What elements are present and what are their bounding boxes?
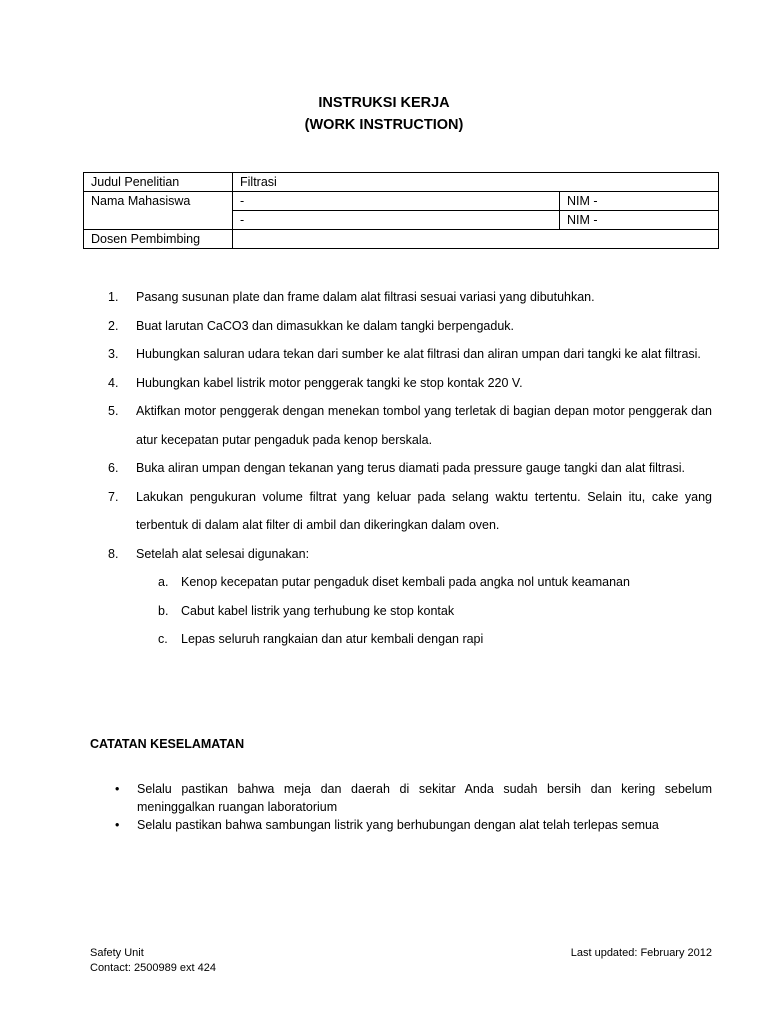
judul-label: Judul Penelitian (84, 173, 233, 192)
substep-letter: c. (158, 632, 168, 646)
list-item (108, 340, 712, 369)
judul-value: Filtrasi (233, 173, 719, 192)
list-item (112, 780, 712, 816)
step-text: Setelah alat selesai digunakan: (136, 546, 310, 561)
step-number: 1. (108, 290, 119, 304)
footer-contact: Contact: 2500989 ext 424 (90, 962, 216, 974)
steps-list (108, 283, 712, 654)
student2-name: - (233, 211, 560, 230)
safety-note-text: Selalu pastikan bahwa meja dan daerah di sekitar Anda sudah bersih dan kering sebelum meninggalkan ruangan laboratorium (137, 782, 712, 814)
footer-unit: Safety Unit (90, 947, 144, 959)
student1-name: - (233, 192, 560, 211)
table-row (84, 173, 719, 192)
step-number: 7. (108, 489, 119, 504)
substeps-list (136, 568, 712, 654)
dosen-value (233, 230, 719, 249)
step-text: Pasang susunan plate dan frame dalam alat filtrasi sesuai variasi yang dibutuhkan. (136, 290, 595, 304)
step-text: Aktifkan motor penggerak dengan menekan tombol yang terletak di bagian depan motor penggerak dan atur kecepatan putar pengaduk pada kenop berskala. (136, 404, 712, 447)
table-row (84, 192, 719, 211)
step-number: 4. (108, 375, 119, 390)
step-number: 2. (108, 318, 119, 333)
safety-heading: CATATAN KESELAMATAN (90, 737, 245, 751)
step-number: 5. (108, 404, 119, 418)
student1-nim: NIM - (560, 192, 719, 211)
list-item (108, 283, 712, 312)
substep-letter: b. (158, 603, 169, 618)
step-number: 3. (108, 347, 119, 361)
list-item (136, 597, 712, 626)
list-item (108, 369, 712, 398)
step-number: 6. (108, 461, 119, 475)
list-item (108, 397, 712, 454)
safety-notes-list (112, 780, 712, 834)
list-item (108, 312, 712, 341)
table-row (84, 230, 719, 249)
bullet-icon: • (115, 782, 120, 796)
step-text: Hubungkan kabel listrik motor penggerak tangki ke stop kontak 220 V. (136, 375, 523, 390)
document-title: INSTRUKSI KERJA (318, 95, 450, 111)
step-text: Hubungkan saluran udara tekan dari sumber ke alat filtrasi dan aliran umpan dari tangki ke alat filtrasi. (136, 347, 701, 361)
list-item (136, 625, 712, 654)
list-item (108, 483, 712, 540)
bullet-icon: • (115, 818, 120, 832)
footer-updated: Last updated: February 2012 (570, 947, 712, 959)
substep-letter: a. (158, 575, 169, 589)
footer-left (90, 946, 216, 976)
dosen-label: Dosen Pembimbing (84, 230, 233, 249)
substep-text: Lepas seluruh rangkaian dan atur kembali dengan rapi (181, 632, 484, 646)
info-table (83, 172, 719, 249)
substep-text: Kenop kecepatan putar pengaduk diset kembali pada angka nol untuk keamanan (181, 575, 630, 589)
document-subtitle: (WORK INSTRUCTION) (304, 117, 464, 133)
nama-label: Nama Mahasiswa (84, 192, 233, 230)
safety-note-text: Selalu pastikan bahwa sambungan listrik yang berhubungan dengan alat telah terlepas semua (137, 818, 659, 832)
step-text: Buat larutan CaCO3 dan dimasukkan ke dalam tangki berpengaduk. (136, 318, 515, 333)
step-text: Lakukan pengukuran volume filtrat yang keluar pada selang waktu tertentu. Selain itu, cake yang terbentuk di dalam alat filter di ambil dan dikeringkan dalam oven. (136, 489, 712, 532)
step-text: Buka aliran umpan dengan tekanan yang terus diamati pada pressure gauge tangki dan alat filtrasi. (136, 461, 685, 475)
list-item (136, 568, 712, 597)
step-number: 8. (108, 546, 119, 561)
list-item (108, 454, 712, 483)
list-item (108, 540, 712, 654)
student2-nim: NIM - (560, 211, 719, 230)
list-item (112, 816, 712, 834)
substep-text: Cabut kabel listrik yang terhubung ke stop kontak (181, 603, 455, 618)
